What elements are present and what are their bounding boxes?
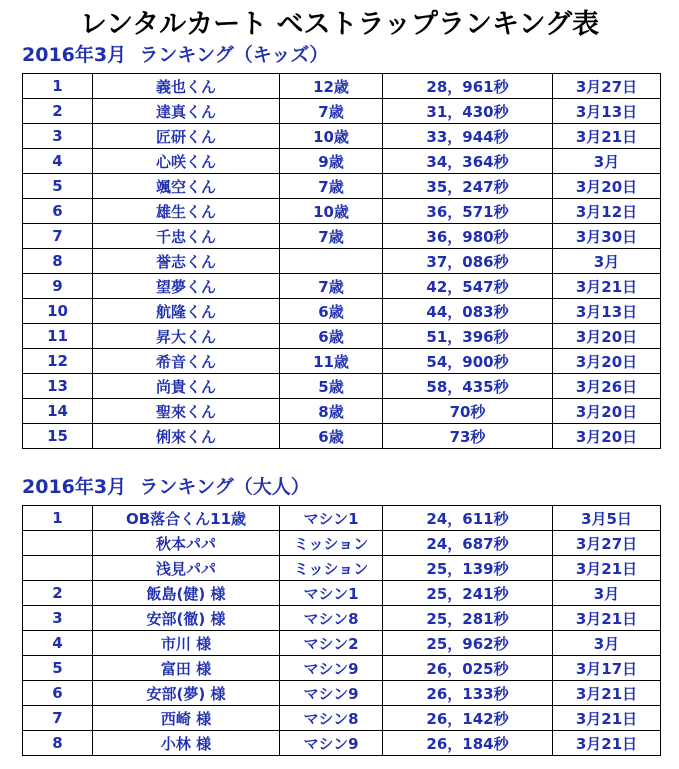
rank-cell: 4 bbox=[23, 631, 93, 656]
kids-section-heading: 2016年3月 ランキング（キッズ） bbox=[22, 44, 329, 66]
detail-cell: 10歳 bbox=[280, 199, 383, 224]
kids-ranking-body bbox=[23, 74, 661, 449]
table-row bbox=[23, 324, 661, 349]
date-cell: 3月21日 bbox=[553, 681, 661, 706]
date-cell: 3月17日 bbox=[553, 656, 661, 681]
rank-cell: 1 bbox=[23, 74, 93, 99]
time-cell: 25，962秒 bbox=[383, 631, 553, 656]
rank-cell: 13 bbox=[23, 374, 93, 399]
table-row bbox=[23, 99, 661, 124]
date-cell: 3月21日 bbox=[553, 706, 661, 731]
time-cell: 31，430秒 bbox=[383, 99, 553, 124]
name-cell: 昇大くん bbox=[93, 324, 280, 349]
detail-cell: 6歳 bbox=[280, 324, 383, 349]
time-cell: 36，571秒 bbox=[383, 199, 553, 224]
table-row bbox=[23, 606, 661, 631]
time-cell: 73秒 bbox=[383, 424, 553, 449]
time-cell: 24，687秒 bbox=[383, 531, 553, 556]
rank-cell: 3 bbox=[23, 124, 93, 149]
time-cell: 24，611秒 bbox=[383, 506, 553, 531]
adults-ranking-table bbox=[22, 505, 661, 756]
rank-cell: 2 bbox=[23, 99, 93, 124]
detail-cell: 9歳 bbox=[280, 149, 383, 174]
name-cell: 誉志くん bbox=[93, 249, 280, 274]
time-cell: 58，435秒 bbox=[383, 374, 553, 399]
time-cell: 54，900秒 bbox=[383, 349, 553, 374]
time-cell: 51，396秒 bbox=[383, 324, 553, 349]
table-row bbox=[23, 149, 661, 174]
date-cell: 3月20日 bbox=[553, 324, 661, 349]
time-cell: 34，364秒 bbox=[383, 149, 553, 174]
date-cell: 3月13日 bbox=[553, 99, 661, 124]
detail-cell: 11歳 bbox=[280, 349, 383, 374]
rank-cell: 3 bbox=[23, 606, 93, 631]
date-cell: 3月20日 bbox=[553, 174, 661, 199]
kids-ranking-table bbox=[22, 73, 661, 449]
date-cell: 3月20日 bbox=[553, 399, 661, 424]
date-cell: 3月12日 bbox=[553, 199, 661, 224]
table-row bbox=[23, 299, 661, 324]
name-cell: 飯島(健) 様 bbox=[93, 581, 280, 606]
time-cell: 25，241秒 bbox=[383, 581, 553, 606]
name-cell: 市川 様 bbox=[93, 631, 280, 656]
table-row bbox=[23, 374, 661, 399]
rank-cell: 14 bbox=[23, 399, 93, 424]
table-row bbox=[23, 506, 661, 531]
name-cell: 小林 様 bbox=[93, 731, 280, 756]
name-cell: 雄生くん bbox=[93, 199, 280, 224]
table-row bbox=[23, 424, 661, 449]
time-cell: 25，281秒 bbox=[383, 606, 553, 631]
detail-cell: マシン2 bbox=[280, 631, 383, 656]
date-cell: 3月21日 bbox=[553, 124, 661, 149]
rank-cell: 6 bbox=[23, 199, 93, 224]
date-cell: 3月21日 bbox=[553, 556, 661, 581]
table-row bbox=[23, 681, 661, 706]
date-cell: 3月27日 bbox=[553, 74, 661, 99]
detail-cell: マシン1 bbox=[280, 506, 383, 531]
adults-section-heading: 2016年3月 ランキング（大人） bbox=[22, 476, 310, 498]
name-cell: 希音くん bbox=[93, 349, 280, 374]
name-cell: 颯空くん bbox=[93, 174, 280, 199]
table-row bbox=[23, 399, 661, 424]
name-cell: 富田 様 bbox=[93, 656, 280, 681]
name-cell: 安部(徹) 様 bbox=[93, 606, 280, 631]
table-row bbox=[23, 656, 661, 681]
rank-cell bbox=[23, 531, 93, 556]
detail-cell: 7歳 bbox=[280, 274, 383, 299]
rank-cell: 1 bbox=[23, 506, 93, 531]
table-row bbox=[23, 706, 661, 731]
date-cell: 3月21日 bbox=[553, 606, 661, 631]
adults-ranking-body bbox=[23, 506, 661, 756]
date-cell: 3月26日 bbox=[553, 374, 661, 399]
name-cell: 達真くん bbox=[93, 99, 280, 124]
time-cell: 26，025秒 bbox=[383, 656, 553, 681]
time-cell: 35，247秒 bbox=[383, 174, 553, 199]
rank-cell: 15 bbox=[23, 424, 93, 449]
time-cell: 36，980秒 bbox=[383, 224, 553, 249]
rank-cell: 10 bbox=[23, 299, 93, 324]
date-cell: 3月27日 bbox=[553, 531, 661, 556]
time-cell: 26，133秒 bbox=[383, 681, 553, 706]
detail-cell: 7歳 bbox=[280, 224, 383, 249]
time-cell: 37，086秒 bbox=[383, 249, 553, 274]
table-row bbox=[23, 731, 661, 756]
detail-cell: マシン8 bbox=[280, 706, 383, 731]
table-row bbox=[23, 581, 661, 606]
table-row bbox=[23, 174, 661, 199]
table-row bbox=[23, 349, 661, 374]
detail-cell: 6歳 bbox=[280, 299, 383, 324]
table-row bbox=[23, 556, 661, 581]
date-cell: 3月21日 bbox=[553, 274, 661, 299]
name-cell: 秋本パパ bbox=[93, 531, 280, 556]
detail-cell: 7歳 bbox=[280, 174, 383, 199]
name-cell: 西崎 様 bbox=[93, 706, 280, 731]
detail-cell: 7歳 bbox=[280, 99, 383, 124]
rank-cell: 8 bbox=[23, 731, 93, 756]
table-row bbox=[23, 224, 661, 249]
table-row bbox=[23, 274, 661, 299]
date-cell: 3月20日 bbox=[553, 424, 661, 449]
time-cell: 26，142秒 bbox=[383, 706, 553, 731]
date-cell: 3月 bbox=[553, 581, 661, 606]
name-cell: 安部(夢) 様 bbox=[93, 681, 280, 706]
time-cell: 28，961秒 bbox=[383, 74, 553, 99]
rank-cell: 7 bbox=[23, 706, 93, 731]
page-title: レンタルカート ベストラップランキング表 bbox=[79, 9, 600, 40]
date-cell: 3月 bbox=[553, 249, 661, 274]
table-row bbox=[23, 199, 661, 224]
name-cell: 浅見パパ bbox=[93, 556, 280, 581]
detail-cell: 8歳 bbox=[280, 399, 383, 424]
date-cell: 3月5日 bbox=[553, 506, 661, 531]
rank-cell: 4 bbox=[23, 149, 93, 174]
rank-cell: 9 bbox=[23, 274, 93, 299]
table-row bbox=[23, 124, 661, 149]
detail-cell: ミッション bbox=[280, 531, 383, 556]
rank-cell: 6 bbox=[23, 681, 93, 706]
detail-cell bbox=[280, 249, 383, 274]
detail-cell: マシン1 bbox=[280, 581, 383, 606]
time-cell: 44，083秒 bbox=[383, 299, 553, 324]
rank-cell: 5 bbox=[23, 174, 93, 199]
detail-cell: マシン9 bbox=[280, 681, 383, 706]
time-cell: 25，139秒 bbox=[383, 556, 553, 581]
name-cell: 義也くん bbox=[93, 74, 280, 99]
time-cell: 33，944秒 bbox=[383, 124, 553, 149]
rank-cell: 7 bbox=[23, 224, 93, 249]
time-cell: 70秒 bbox=[383, 399, 553, 424]
date-cell: 3月20日 bbox=[553, 349, 661, 374]
name-cell: OB落合くん11歳 bbox=[93, 506, 280, 531]
name-cell: 望夢くん bbox=[93, 274, 280, 299]
detail-cell: 12歳 bbox=[280, 74, 383, 99]
name-cell: 匠研くん bbox=[93, 124, 280, 149]
time-cell: 42，547秒 bbox=[383, 274, 553, 299]
name-cell: 尚貴くん bbox=[93, 374, 280, 399]
rank-cell: 5 bbox=[23, 656, 93, 681]
table-row bbox=[23, 249, 661, 274]
name-cell: 航隆くん bbox=[93, 299, 280, 324]
detail-cell: マシン8 bbox=[280, 606, 383, 631]
rank-cell: 8 bbox=[23, 249, 93, 274]
name-cell: 俐來くん bbox=[93, 424, 280, 449]
rank-cell: 11 bbox=[23, 324, 93, 349]
detail-cell: ミッション bbox=[280, 556, 383, 581]
date-cell: 3月30日 bbox=[553, 224, 661, 249]
rank-cell bbox=[23, 556, 93, 581]
detail-cell: マシン9 bbox=[280, 731, 383, 756]
table-row bbox=[23, 74, 661, 99]
date-cell: 3月 bbox=[553, 149, 661, 174]
time-cell: 26，184秒 bbox=[383, 731, 553, 756]
detail-cell: 10歳 bbox=[280, 124, 383, 149]
rank-cell: 12 bbox=[23, 349, 93, 374]
detail-cell: 6歳 bbox=[280, 424, 383, 449]
name-cell: 千忠くん bbox=[93, 224, 280, 249]
table-row bbox=[23, 631, 661, 656]
date-cell: 3月21日 bbox=[553, 731, 661, 756]
name-cell: 心咲くん bbox=[93, 149, 280, 174]
rank-cell: 2 bbox=[23, 581, 93, 606]
detail-cell: マシン9 bbox=[280, 656, 383, 681]
name-cell: 聖來くん bbox=[93, 399, 280, 424]
table-row bbox=[23, 531, 661, 556]
detail-cell: 5歳 bbox=[280, 374, 383, 399]
date-cell: 3月 bbox=[553, 631, 661, 656]
date-cell: 3月13日 bbox=[553, 299, 661, 324]
